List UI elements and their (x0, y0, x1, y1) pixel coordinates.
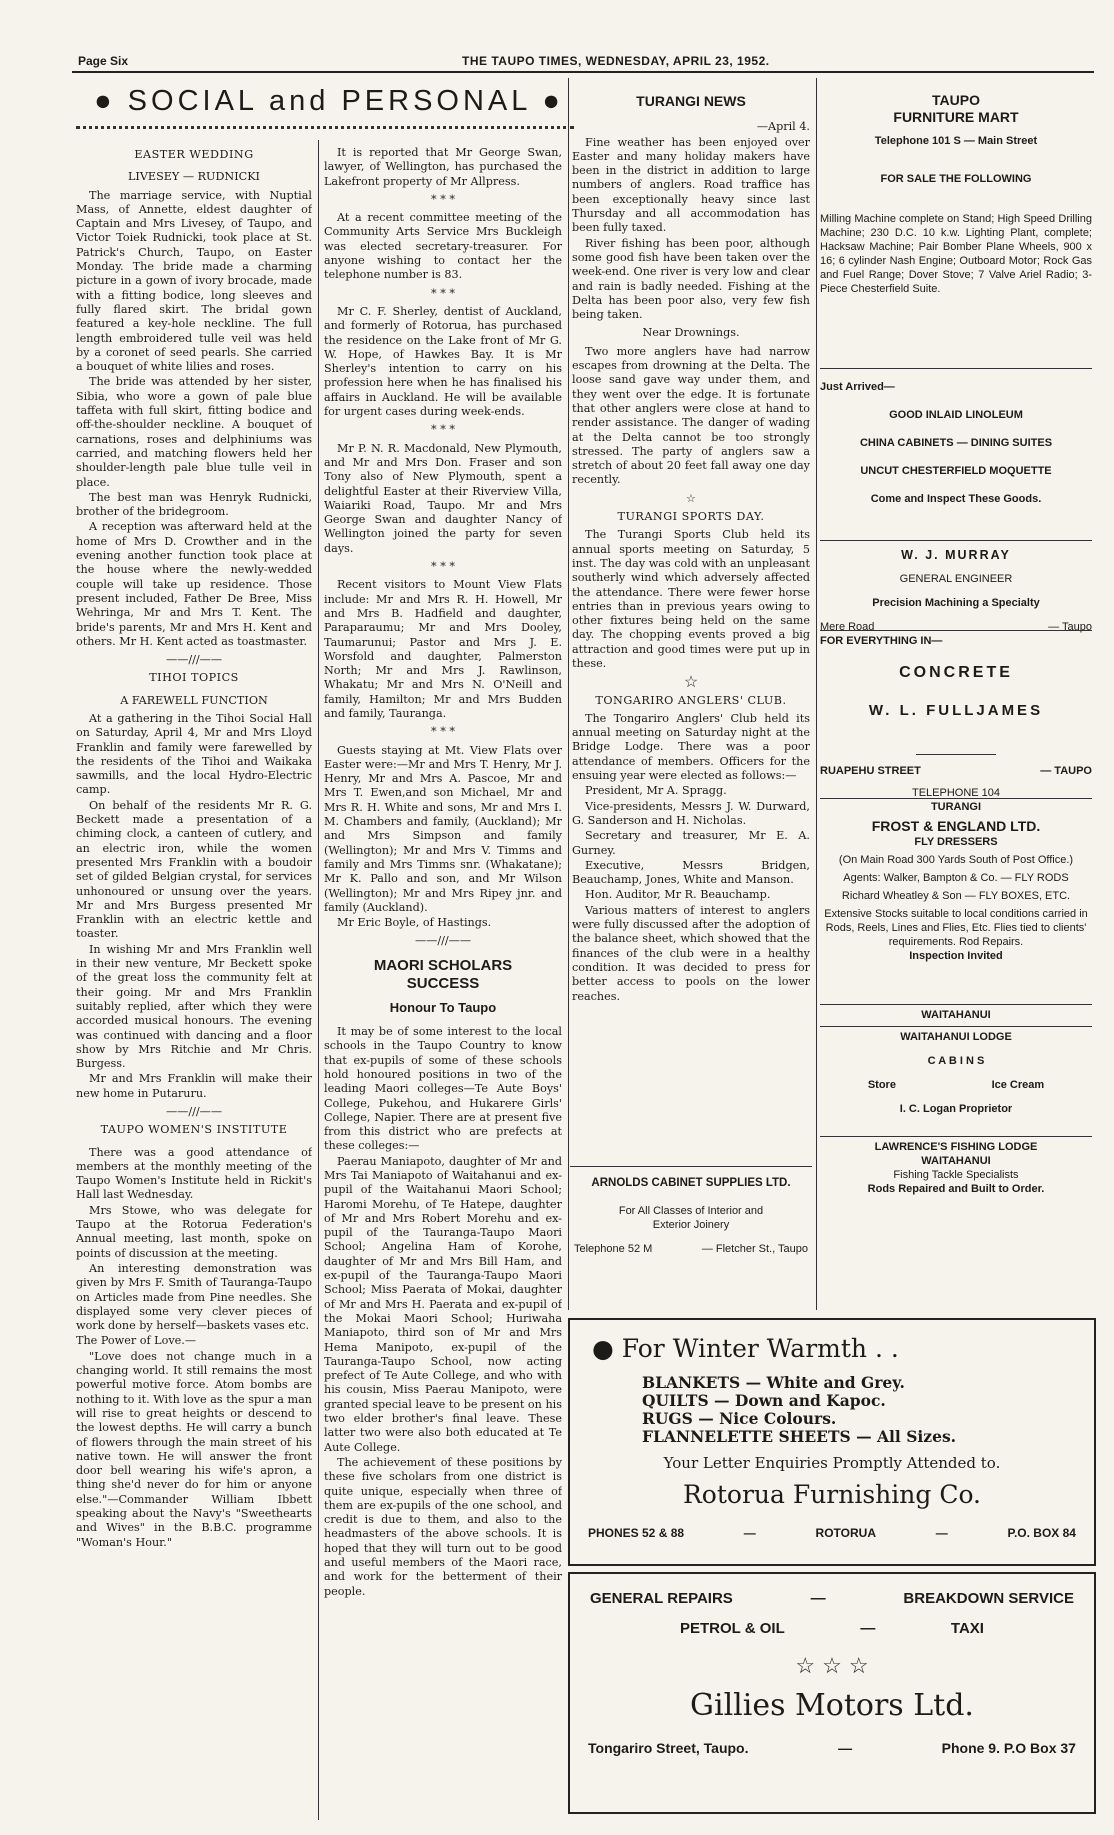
paragraph: It is reported that Mr George Swan, lawyer, of Wellington, has purchased the Lakefront property of Mr Allpress. (324, 146, 562, 188)
paragraph: Mr and Mrs Franklin will make their new home in Putaruru. (76, 1072, 312, 1100)
ad-name: Gillies Motors Ltd. (690, 1688, 974, 1723)
article-heading: MAORI SCHOLARS SUCCESS (373, 956, 513, 992)
murray-ad (820, 548, 1092, 634)
ad-line: TAXI (950, 1620, 984, 1637)
ad-phone: Telephone 101 S — Main Street (874, 135, 1038, 147)
article-subheading: Near Drownings. (642, 326, 740, 340)
ad-rule (820, 630, 1092, 631)
ad-title: ARNOLDS CABINET SUPPLIES LTD. (591, 1177, 791, 1189)
rotorua-furnishing-ad: ● For Winter Warmth . . BLANKETS — White and Grey. QUILTS — Down and Kapoc. RUGS — Nice Colours. FLANNELETTE SHEETS — All Sizes. Your Letter Enquiries Promptly Attended to. Rotorua Furnishing Co. PHONES 52 & 88 — ROTORUA — P.O. BOX 84 (568, 1318, 1096, 1566)
article-heading: TURANGI NEWS (636, 93, 746, 109)
paragraph: Recent visitors to Mount View Flats include: Mr and Mrs R. H. Howell, Mr and Mrs B. Hadfield and daughter, Paraparaumu; Mr and Mrs Dooley, Taumarunui; Pastor and Mrs J. E. Worsfold and daughter, Palmerston North; Mr and Mrs J. Rawlinson, Whakatu; Mr and Mrs N. O'Neill and family, Hamilton; Mr and Mrs Budden and family, Tauranga. (324, 578, 562, 720)
paragraph: Mrs Stowe, who was delegate for Taupo at the Rotorua Federation's Annual meeting, last month, spoke on points of discussion at the meeting. (76, 1203, 312, 1260)
paragraph: Various matters of interest to anglers were fully discussed after the adoption of the balance sheet, which showed that the finances of the club were in a healthy condition. It was decided to press for better access to pools on the lower reaches. (572, 903, 810, 1003)
paragraph: At a gathering in the Tihoi Social Hall on Saturday, April 4, Mr and Mrs Lloyd Franklin and family were farewelled by the residents of the Tihoi and Waikaka sawmills, and the local Hydro-Electric camp. (76, 711, 312, 797)
paragraph: The best man was Henryk Rudnicki, brother of the bridegroom. (76, 490, 312, 519)
ad-address: — Fletcher St., Taupo (701, 1243, 808, 1255)
article-subheading: Honour To Taupo (389, 999, 497, 1015)
paragraph: President, Mr A. Spragg. (585, 784, 727, 798)
ad-line: I. C. Logan Proprietor (899, 1103, 1013, 1115)
ad-rule (570, 1166, 812, 1167)
ad-name: Rotorua Furnishing Co. (682, 1480, 982, 1509)
paragraph: Mr P. N. R. Macdonald, New Plymouth, and Mr and Mrs Don. Fraser and son Tony also of New Plymouth, spent a delightful Easter at their Riverview Villa, Waiariki Road, Taupo. Mr and Mrs George Swan and daughter Nancy of Wellington joined the party for seven days. (324, 441, 562, 555)
paragraph: Secretary and treasurer, Mr E. A. Gurney. (572, 829, 810, 857)
ad-line: FLANNELETTE SHEETS — All Sizes. (642, 1427, 957, 1446)
ad-title: W. L. FULLJAMES (868, 702, 1044, 719)
ad-line: Inspection Invited (909, 950, 1003, 962)
column-personal (324, 146, 562, 1820)
paragraph: The bride was attended by her sister, Sibia, who wore a gown of pale blue taffeta with full skirt, fitting bodice and off-the-shoulder neckline. A bouquet of carnations, roses and delphiniums was carried, and matching flowers held her shoulder-length pale blue tulle veil in place. (76, 375, 312, 489)
star-icon: ☆ (683, 672, 699, 692)
page-header (72, 52, 1094, 70)
fulljames-ad (820, 634, 1092, 800)
ad-line: Store (867, 1079, 896, 1091)
dateline: —April 4. (756, 120, 810, 134)
ad-rule (820, 1136, 1092, 1137)
sale-list: Milling Machine complete on Stand; High Speed Drilling Machine; 230 D.C. 10 k.w. Lighting Plant, complete; Hacksaw Machine; Pair Bomber Plane Wheels, 900 x 16; 6 cylinder Nash Engine; Outboard Motor; Rock Gas and Fuel Range; Dover Stove; 7 Valve Ariel Radio; 3-Piece Chesterfield Suite. (820, 213, 1092, 295)
paragraph: The Turangi Sports Club held its annual sports meeting on Saturday, 5 inst. The day was cold with an unpleasant southerly wind which adversely affected the attendance. There were fewer horse entries than in previous years owing to other fixtures being held on the same day. The chopping events proved a big attraction and good times were put up in these. (572, 528, 810, 670)
ad-line: QUILTS — Down and Kapoc. (642, 1391, 886, 1410)
ad-line: FLY DRESSERS (914, 836, 998, 848)
banner-divider (76, 126, 574, 135)
ad-line: Just Arrived— (820, 381, 895, 393)
article-heading: TAUPO WOMEN'S INSTITUTE (100, 1123, 288, 1137)
column-turangi (572, 84, 810, 1304)
ad-town: — TAUPO (1040, 765, 1092, 777)
ad-title: W. J. MURRAY (901, 548, 1011, 562)
column-rule (318, 140, 319, 1820)
paragraph: Mr Eric Boyle, of Hastings. (337, 916, 492, 930)
paragraph: Fine weather has been enjoyed over Easter and many holiday makers have been in the district in addition to large numbers of anglers. Road traffice has been exceptionally heavy since last Thursday and all accommodation has been fully taxed. (572, 135, 810, 235)
star-icon: ☆ (685, 491, 697, 505)
paragraph: The marriage service, with Nuptial Mass, of Annette, eldest daughter of Captain and Mrs Livesey, of Taupo, and Victor Toiek Rudnicki, took place at St. Patrick's Church, Taupo, on Easter Monday. The bride made a charming picture in a gown of ivory brocade, made with a fitting bodice, long sleeves and fully flared skirt. The bridal gown featured a key-hole neckline. The full length embroidered tulle veil was held by a coronet of seed pearls. She carried a bouquet of white lilies and roses. (76, 188, 312, 374)
paragraph: Mr C. F. Sherley, dentist of Auckland, and formerly of Rotorua, has purchased the residence on the Lake front of Mr G. W. Hope, of Hawkes Bay. It is Mr Sherley's intention to carry on his profession here when he has finalised his affairs in Auckland. He will be available for urgent cases during week-ends. (324, 304, 562, 419)
ad-town: — Taupo (1048, 621, 1092, 633)
ad-line: GENERAL ENGINEER (899, 573, 1013, 585)
ad-line: (On Main Road 300 Yards South of Post Office.) (838, 854, 1074, 866)
paragraph: Paerau Maniapoto, daughter of Mr and Mrs Tai Maniapoto of Waitahanui and ex-pupil of the Waitahanui Maori School; Haromi Morehu, of Te Hatepe, daughter of Mr and Mrs Robert Morehu and ex-pupil of the Tauranga-Taupo Maori School; Angelina Ham of Korohe, daughter of Mr and Mrs Bill Ham, and ex-pupil of the Tauranga-Taupo Maori School; Miss Paerata of Mokai, daughter of Mr and Mrs H. Paerata and ex-pupil of the Mokai Maori School; Huriwaha Maniapoto, third son of Mr and Mrs Hema Manipoto, ex-pupil of the Tauranga-Taupo School, now acting prefect of Te Aute College, and who with his cousin, Miss Paerau Manipoto, were granted special leave to be present on his two elder brother's final leave. These latter two were also both educated at Te Aute College. (324, 1154, 562, 1454)
ad-address: Tongariro Street, Taupo. (588, 1740, 749, 1756)
ad-line: Come and Inspect These Goods. (870, 493, 1042, 505)
ad-line: Agents: Walker, Bampton & Co. — FLY RODS (843, 872, 1069, 884)
article-heading: EASTER WEDDING (134, 148, 254, 161)
paragraph: There was a good attendance of members at the monthly meeting of the Taupo Women's Institute held in Rickit's Hall last Wednesday. (76, 1145, 312, 1202)
paragraph: Executive, Messrs Bridgen, Beauchamp, Jones, White and Manson. (572, 858, 810, 887)
masthead-line: THE TAUPO TIMES, WEDNESDAY, APRIL 23, 1952. (462, 54, 770, 68)
section-separator: ——///—— (165, 1105, 223, 1118)
column-social (76, 140, 312, 1820)
ad-line: C A B I N S (927, 1055, 985, 1067)
paragraph: It may be of some interest to the local schools in the Taupo Country to know that ex-pupils of some of these schools hold honoured positions in two of the leading Maori colleges—Te Aute Boys' College, Pukehou, and Hukarere Girls' College, Napier. There are at present five from this district who are prefects at these colleges:— (324, 1025, 562, 1153)
ad-rule (820, 540, 1092, 541)
ad-line: UNCUT CHESTERFIELD MOQUETTE (860, 465, 1052, 477)
ad-line: PETROL & OIL (680, 1620, 785, 1637)
page-number: Page Six (78, 54, 129, 68)
column-rule (816, 78, 817, 1310)
ad-address: P.O. BOX 84 (1007, 1526, 1076, 1540)
ad-line: Extensive Stocks suitable to local conditions carried in Rods, Reels, Lines and Flies, Etc. Flies tied to clients' requirements. Rod Repairs. (824, 908, 1088, 948)
ad-line: For All Classes of Interior and Exterior Joinery (618, 1205, 764, 1231)
ad-rule (916, 754, 996, 755)
ad-title: FURNITURE MART (893, 109, 1019, 125)
ad-title: WAITAHANUI LODGE (900, 1031, 1012, 1043)
stars-divider: * * * (431, 725, 455, 739)
section-separator: ——///—— (165, 653, 223, 667)
paragraph: "Love does not change much in a changing world. It still remains the most powerful motive force. Atom bombs are nothing to it. With love as the spur a man will rise to great heights or descend to the lowest depths. He will carry a bunch of flowers through the main street of his native town. He will answer the front door bell wearing his wife's apron, a thing she'd never do for him or anyone else."—Commander William Ibbett speaking about the Navy's "Sweethearts and Wives" in the B.B.C. programme "Woman's Hour." (76, 1349, 312, 1549)
ad-title: CONCRETE (899, 664, 1013, 681)
ad-town: ROTORUA (815, 1526, 876, 1540)
article-subheading: LIVESEY — RUDNICKI (128, 170, 260, 184)
header-rule (72, 71, 1094, 73)
ad-rule (820, 798, 1092, 799)
ad-title: FROST & ENGLAND LTD. (871, 818, 1041, 834)
paragraph: Hon. Auditor, Mr R. Beauchamp. (585, 888, 771, 902)
ad-line: FOR EVERYTHING IN— (820, 635, 943, 647)
stars-divider: * * * (431, 192, 455, 206)
paragraph: The Tongariro Anglers' Club held its annual meeting on Saturday night at the Bridge Lodge. There was a poor attendance of members. Officers for the ensuing year were elected as follows:— (572, 711, 810, 783)
ad-line: GOOD INLAID LINOLEUM (889, 409, 1023, 421)
article-heading: TIHOI TOPICS (149, 671, 239, 685)
ad-title: WAITAHANUI (921, 1009, 991, 1021)
ad-address: RUAPEHU STREET (820, 765, 921, 777)
lawrence-ad (820, 1140, 1092, 1196)
frost-ad (820, 800, 1092, 963)
ad-rule (820, 1004, 1092, 1005)
lodge-ad (820, 1030, 1092, 1116)
paragraph: A reception was afterward held at the home of Mrs D. Crowther and in the evening another function took place at the house where the newly-wedded couple will take up residence. Those present included, Father De Bree, Miss Wehringa, Mr and Mrs T. Kent. The bride's parents, Mr and Mrs H. Kent and others. Mr H. Kent acted as toastmaster. (76, 520, 312, 648)
stars-icon: ☆ ☆ ☆ (795, 1654, 869, 1679)
arnolds-ad (570, 1176, 812, 1256)
social-banner: ● SOCIAL and PERSONAL ● (94, 85, 564, 117)
ad-phone: PHONES 52 & 88 (588, 1526, 685, 1540)
ad-line: GENERAL REPAIRS (590, 1590, 733, 1607)
paragraph: At a recent committee meeting of the Community Arts Service Mrs Buckleigh was elected secretary-treasurer. For anyone wishing to contact her the telephone number is 83. (324, 211, 562, 282)
ad-title: TAUPO (932, 92, 980, 108)
ad-line: FOR SALE THE FOLLOWING (880, 173, 1032, 185)
ad-line: BLANKETS — White and Grey. (642, 1373, 905, 1392)
ad-line: Ice Cream (991, 1079, 1045, 1091)
stars-divider: * * * (431, 560, 455, 574)
ad-rule (820, 1026, 1092, 1027)
section-separator: ——///—— (414, 934, 472, 948)
ad-address: Mere Road (820, 621, 875, 633)
article-heading: TURANGI SPORTS DAY. (617, 510, 765, 524)
ad-line: Richard Wheatley & Son — FLY BOXES, ETC. (841, 890, 1071, 902)
ad-line: Fishing Tackle Specialists (893, 1169, 1019, 1181)
stars-divider: * * * (431, 286, 455, 300)
ad-phone: Telephone 52 M (574, 1243, 653, 1255)
paragraph: The achievement of these positions by these five scholars from one district is quite unique, especially when three of them are ex-pupils of the one school, and credit is due to them, and also to the headmasters of the above schools. It is hoped that they will turn out to be good and useful members of the Maori race, and work for the betterment of their people. (324, 1455, 562, 1598)
article-subheading: A FAREWELL FUNCTION (120, 693, 268, 707)
ad-title: LAWRENCE'S FISHING LODGE (874, 1141, 1038, 1153)
paragraph: An interesting demonstration was given by Mrs F. Smith of Tauranga-Taupo on Articles made from Pine needles. She displayed some very clever pieces of work done by herself—baskets vases etc. (76, 1261, 312, 1333)
paragraph: The Power of Love.— (76, 1334, 197, 1348)
paragraph: In wishing Mr and Mrs Franklin well in their new venture, Mr Beckett spoke of the great loss the community felt at their going. Mr and Mrs Franklin suitably replied, after which they were accorded musical honours. The evening was continued with dancing and a floor show by Mrs Ritchie and Mr Chris. Burgess. (76, 942, 312, 1071)
ad-line: Your Letter Enquiries Promptly Attended to. (663, 1454, 1001, 1472)
column-rule (568, 78, 569, 1310)
article-heading: TONGARIRO ANGLERS' CLUB. (595, 693, 787, 707)
ad-line: Precision Machining a Specialty (872, 597, 1040, 609)
gillies-motors-ad: GENERAL REPAIRS — BREAKDOWN SERVICE PETROL & OIL — TAXI ☆ ☆ ☆ Gillies Motors Ltd. Tongariro Street, Taupo. — Phone 9. P.O Box 37 (568, 1572, 1096, 1814)
paragraph: Vice-presidents, Messrs J. W. Durward, G. Sanderson and H. Nicholas. (572, 799, 810, 827)
ad-line: TURANGI (930, 801, 982, 813)
waitahanui-ad (820, 1008, 1092, 1022)
ad-line: Rods Repaired and Built to Order. (867, 1183, 1045, 1195)
ad-rule (820, 368, 1092, 369)
ad-title: WAITAHANUI (921, 1155, 991, 1167)
stars-divider: * * * (431, 423, 455, 437)
ad-line: CHINA CABINETS — DINING SUITES (859, 437, 1053, 449)
ad-line: RUGS — Nice Colours. (642, 1409, 837, 1428)
ad-title: ● For Winter Warmth . . (592, 1334, 899, 1363)
paragraph: River fishing has been poor, although some good fish have been taken over the week-end. One river is very low and clear and rain is badly needed. Fishing at the Delta has been poor also, very few fish being taken. (572, 236, 810, 322)
just-arrived-ad (820, 380, 1092, 506)
paragraph: Two more anglers have had narrow escapes from drowning at the Delta. The loose sand gave way under them, and they went over the edge. It is fortunate that other anglers were close at hand to render assistance. The danger of wading at the Delta cannot be too strongly stressed. The party of anglers saw a stretch of about 20 feet fall away one day recently. (572, 344, 810, 487)
paragraph: Guests staying at Mt. View Flats over Easter were:—Mr and Mrs T. Henry, Mr J. Henry, Mr and Mrs A. Pascoe, Mr and Mrs T. Ewen,and son Michael, Mr and Mrs R. H. White and sons, Mr and Mrs I. M. Chambers and family, (Auckland); Mr and Mrs Simpson and family (Wellington); Mr and Mrs V. Timms and family and Mrs Timms snr. (Whakatane); Mr K. Pallo and son, and Mr Wilson (Wellington); Mr and Mrs Ripey jnr. and family (Auckland). (324, 743, 562, 914)
ad-phone: TELEPHONE 104 (911, 787, 1001, 799)
furniture-mart-ad (820, 92, 1092, 296)
ad-phone: Phone 9. P.O Box 37 (941, 1740, 1076, 1756)
ad-line: BREAKDOWN SERVICE (903, 1590, 1074, 1607)
paragraph: On behalf of the residents Mr R. G. Beckett made a presentation of a chiming clock, a canteen of cutlery, and an electric iron, while the women presented Mrs Franklin with a boudoir set of gilded Belgian crystal, for services unhonoured or unsung over the years. Mr and Mrs Burgess presented Mr Franklin with an electric kettle and toaster. (76, 798, 312, 941)
